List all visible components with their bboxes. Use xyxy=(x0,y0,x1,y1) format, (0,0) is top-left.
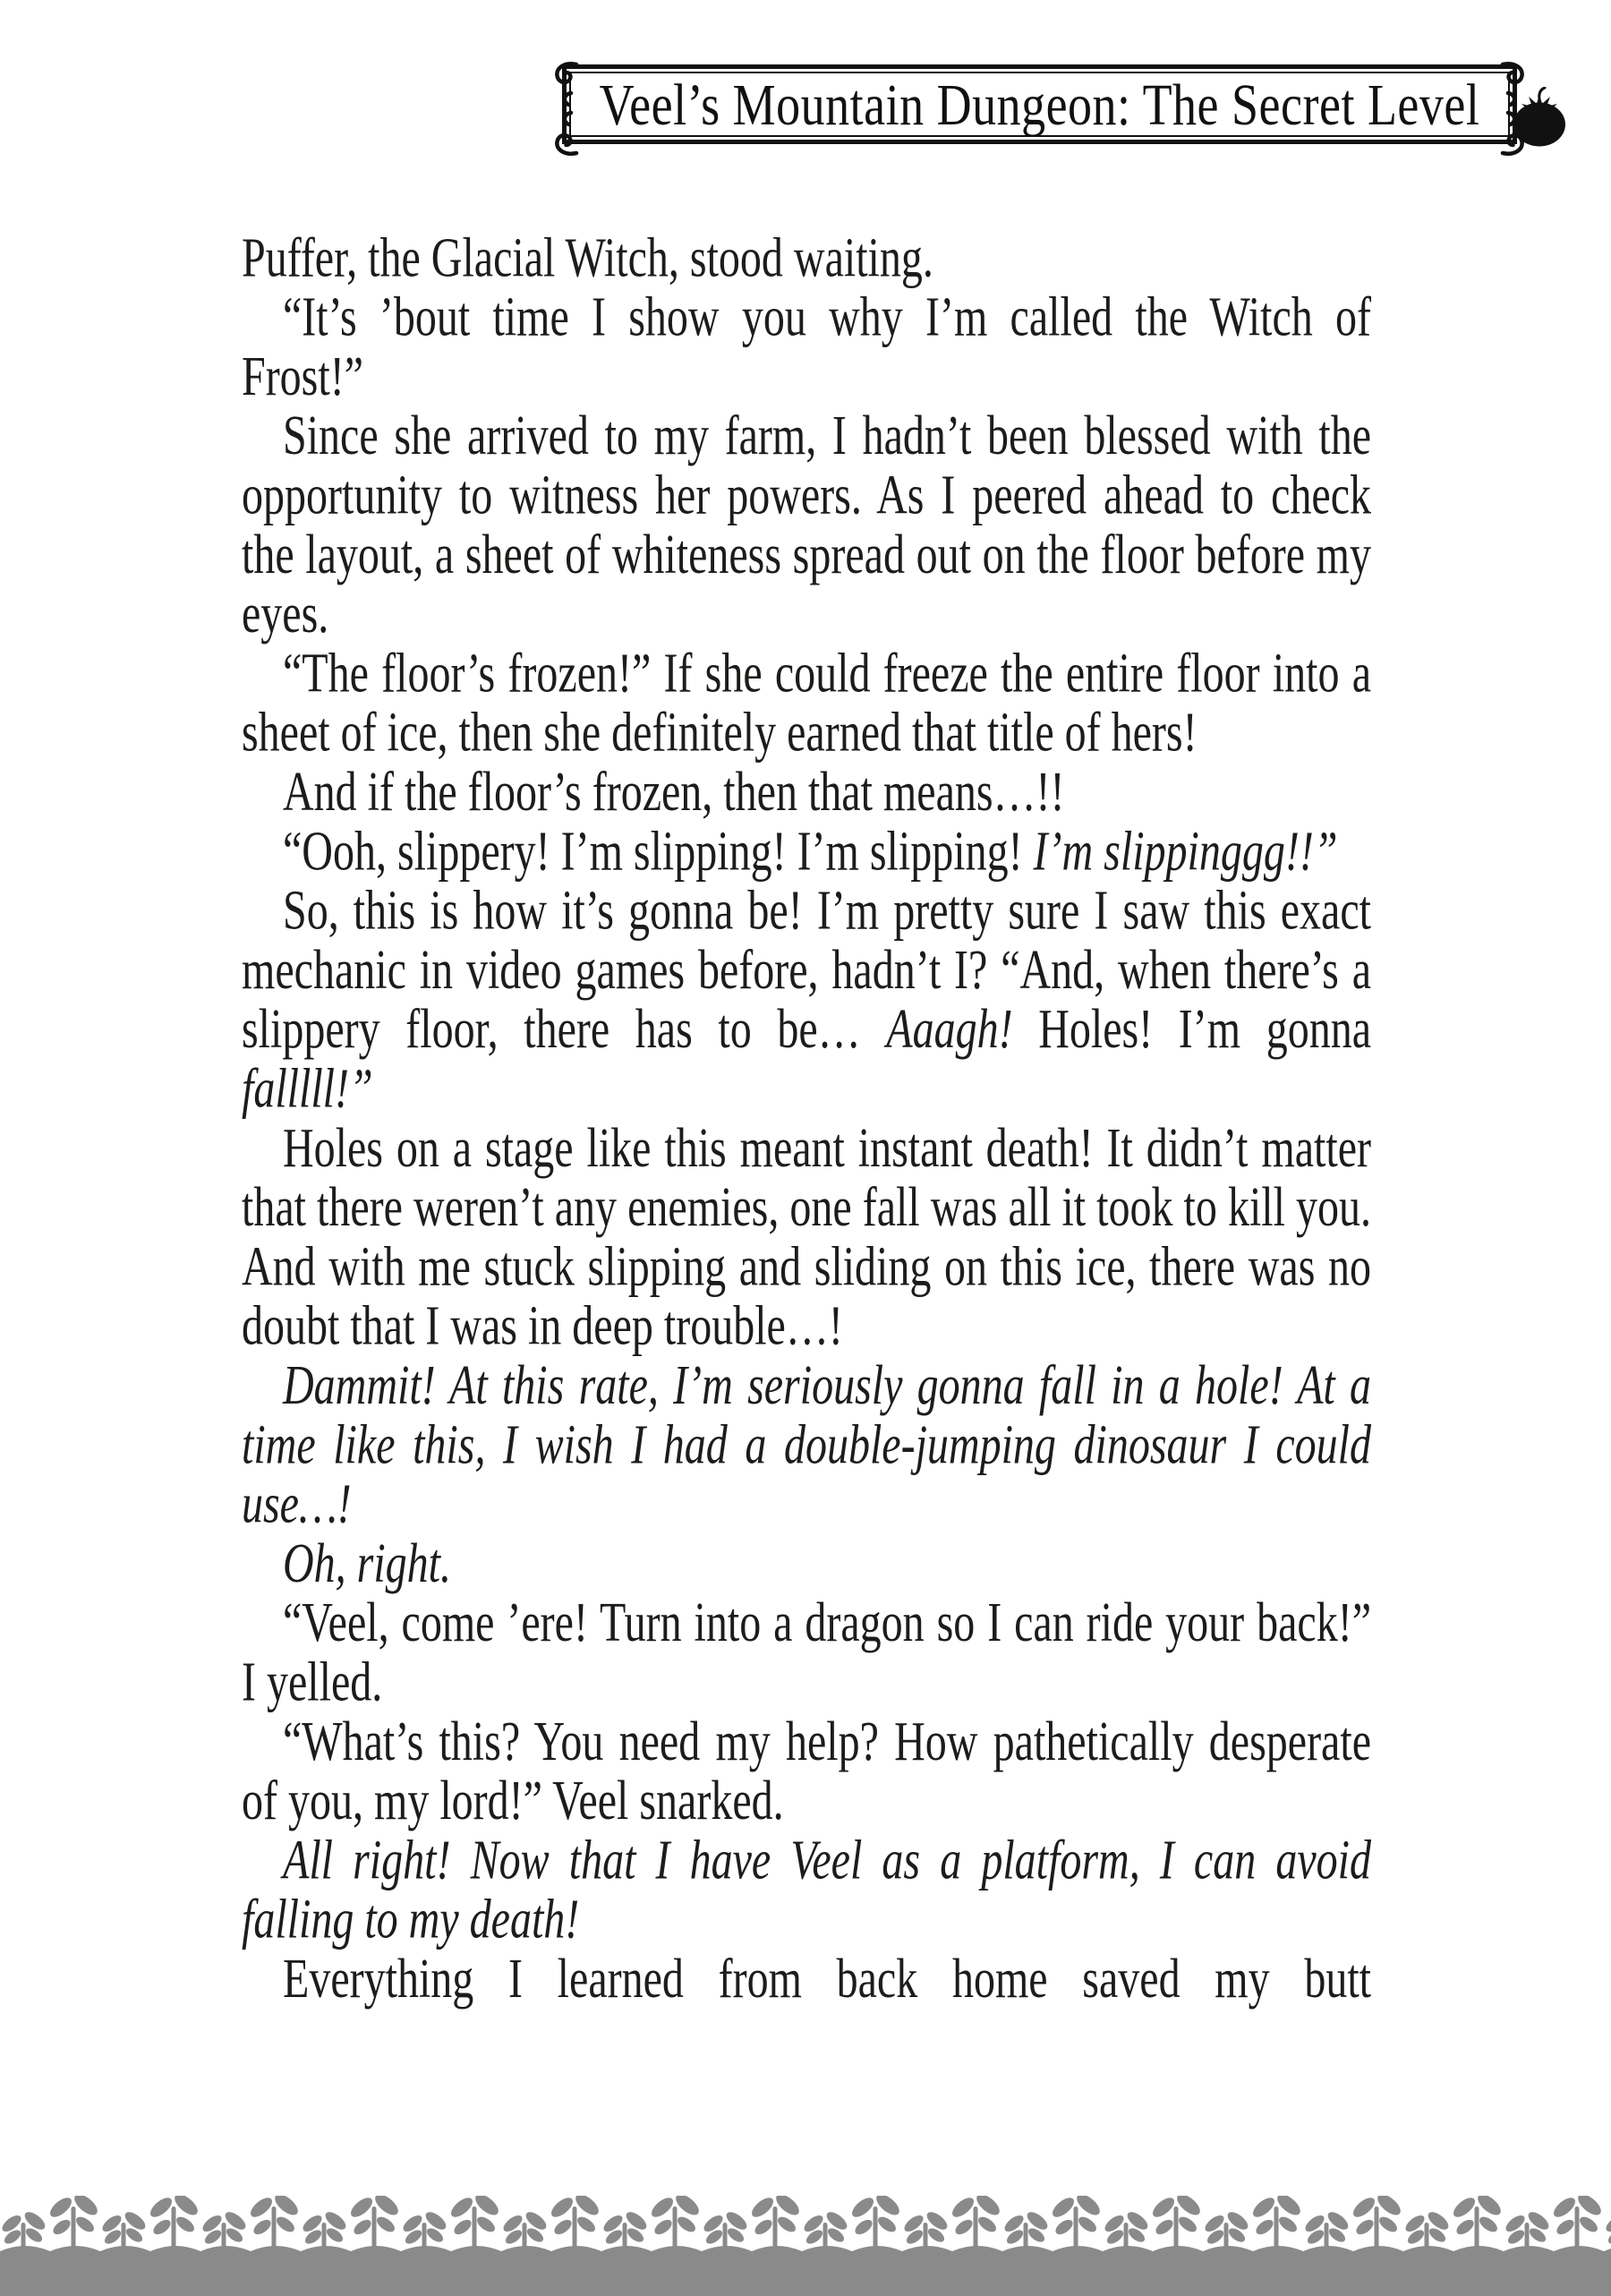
paragraph xyxy=(242,1119,1371,1356)
sprout-border-decoration xyxy=(0,2196,1611,2296)
paragraph xyxy=(242,1593,1371,1712)
text-segment: Oh, right. xyxy=(283,1532,452,1595)
paragraph xyxy=(242,287,1371,406)
paragraph xyxy=(242,1534,1371,1593)
paragraph xyxy=(242,228,1371,287)
text-segment: “Ooh, slippery! I’m slipping! I’m slipping! xyxy=(283,820,1034,883)
text-segment: So, this is how it’s gonna be! I’m pretty sure I saw this exact mechanic in video games before, hadn’t I? “And, when there’s a slippery floor, there has to be… xyxy=(242,880,1371,1061)
text-segment: Since she arrived to my farm, I hadn’t been blessed with the opportunity to witness her powers. As I peered ahead to check the layout, a sheet of whiteness spread out on the floor before my eyes. xyxy=(242,405,1371,645)
text-segment: “Veel, come ’ere! Turn into a dragon so I can ride your back!” I yelled. xyxy=(242,1592,1371,1713)
paragraph xyxy=(242,822,1371,881)
text-segment: Puffer, the Glacial Witch, stood waiting. xyxy=(242,226,933,289)
paragraph xyxy=(242,1950,1371,2009)
text-segment: All right! Now that I have Veel as a platform, I can avoid falling to my death! xyxy=(242,1829,1371,1950)
paragraph xyxy=(242,1356,1371,1534)
text-segment: Aaagh! xyxy=(886,998,1013,1061)
text-segment: Holes on a stage like this meant instant death! It didn’t matter that there weren’t any enemies, one fall was all it took to kill you. And with me stuck slipping and sliding on this ice, there was no doubt that I was in deep trouble…! xyxy=(242,1117,1371,1357)
text-segment: “The floor’s frozen!” If she could freeze the entire floor into a sheet of ice, then she definitely earned that title of hers! xyxy=(242,642,1371,764)
paragraph xyxy=(242,644,1371,763)
text-segment: “What’s this? You need my help? How pathetically desperate of you, my lord!” Veel snarked. xyxy=(242,1711,1371,1832)
chapter-header xyxy=(562,64,1517,144)
text-segment: Holes! I’m gonna xyxy=(1012,998,1372,1061)
paragraph xyxy=(242,881,1371,1118)
paragraph xyxy=(242,1831,1371,1950)
page-text xyxy=(242,228,1371,2009)
paragraph xyxy=(242,1712,1371,1831)
text-segment: “It’s ’bout time I show you why I’m called the Witch of Frost!” xyxy=(242,286,1371,408)
paragraph xyxy=(242,406,1371,644)
text-segment: Dammit! At this rate, I’m seriously gonna fall in a hole! At a time like this, I wish I had a double-jumping dinosaur I could use…! xyxy=(242,1354,1371,1535)
chapter-title: Veel’s Mountain Dungeon: The Secret Level xyxy=(599,71,1480,138)
paragraph xyxy=(242,763,1371,822)
tomato-icon xyxy=(1507,87,1572,148)
text-segment: falllll!” xyxy=(242,1057,373,1120)
chapter-title-frame xyxy=(562,64,1517,144)
text-segment: Everything I learned from back home saved my butt xyxy=(283,1948,1371,2010)
text-segment: And if the floor’s frozen, then that means…!! xyxy=(283,761,1065,824)
text-segment: I’m slippinggg!!” xyxy=(1033,820,1338,883)
